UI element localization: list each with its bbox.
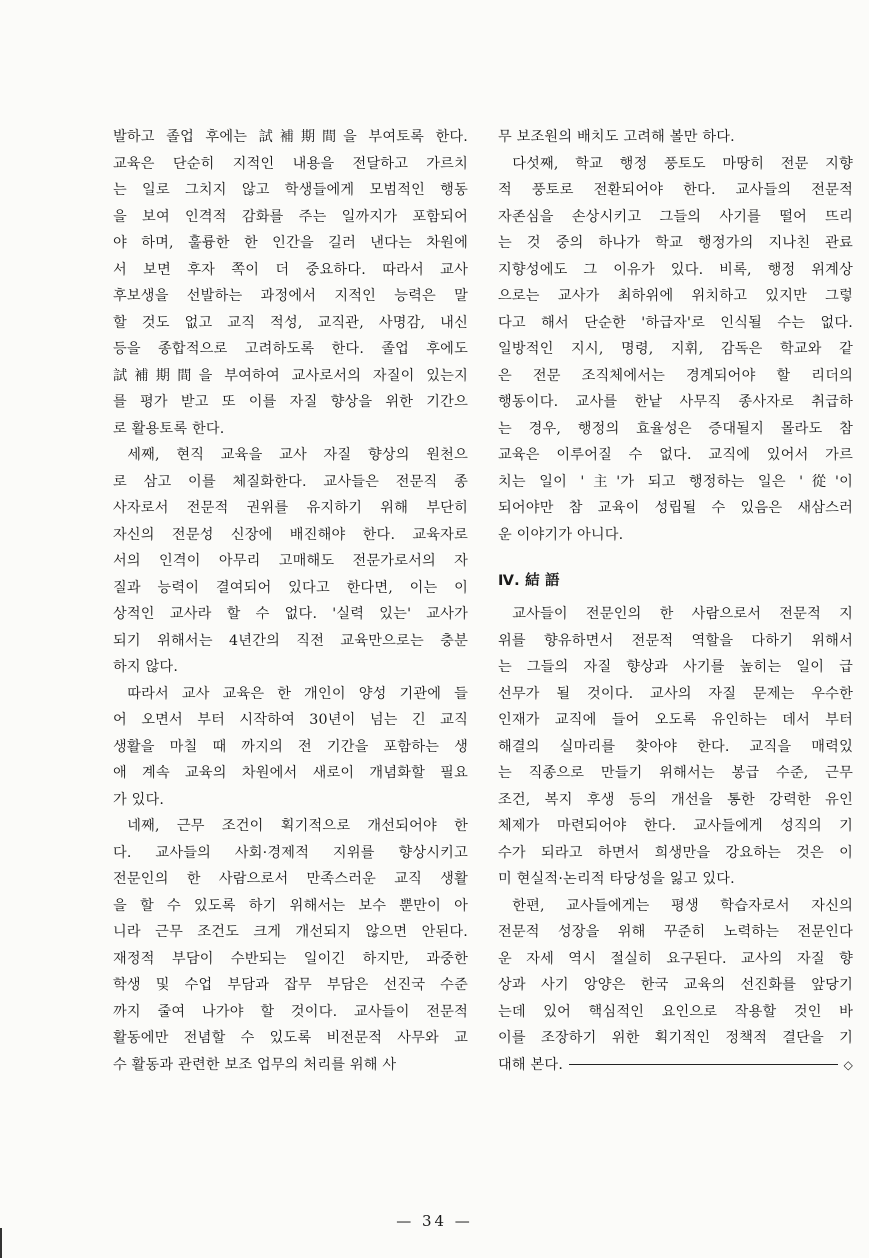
- text-line: 되어야만 참 교육이 성립될 수 있음은 새삼스러: [498, 500, 853, 516]
- text-line: 수가 되라고 하면서 희생만을 강요하는 것은 이: [498, 844, 853, 861]
- text-line: 따라서 교사 교육은 한 개인이 양성 기관에 들: [127, 685, 468, 702]
- right-column-bottom: [498, 601, 853, 1052]
- text-line: 재정적 부담이 수반되는 일이긴 하지만, 과중한: [113, 950, 468, 967]
- closing-line: [498, 1052, 853, 1079]
- text-line: 로 삼고 이를 체질화한다. 교사들은 전문직 종: [113, 473, 468, 490]
- text-line: 사자로서 전문적 권위를 유지하기 위해 부단히: [113, 500, 468, 516]
- text-line: 를 평가 받고 또 이를 자질 향상을 위한 기간으: [113, 394, 468, 410]
- text-line: 는데 있어 핵심적인 요인으로 작용할 것인 바: [498, 1003, 853, 1020]
- text-line: 운 자세 역시 절실히 요구된다. 교사의 자질 향: [498, 950, 853, 967]
- closing-rule: [569, 1064, 838, 1065]
- text-line: 로 활용토록 한다.: [113, 420, 225, 437]
- text-line: 위를 향유하면서 전문적 역할을 다하기 위해서: [498, 632, 853, 649]
- text-line: 는 것 중의 하나가 학교 행정가의 지나친 관료: [498, 235, 853, 251]
- right-column: [498, 124, 853, 1078]
- text-line: 미 현실적·논리적 타당성을 잃고 있다.: [498, 871, 735, 887]
- text-line: 서 보면 후자 쪽이 더 중요하다. 따라서 교사: [113, 261, 468, 278]
- text-line: 운 이야기가 아니다.: [498, 526, 624, 543]
- text-line: 교육은 이루어질 수 없다. 교직에 있어서 가르: [498, 447, 853, 463]
- text-line: 인재가 교직에 들어 오도록 유인하는 데서 부터: [498, 712, 853, 728]
- text-line: 어 오면서 부터 시작하여 30년이 넘는 긴 교직: [113, 712, 468, 728]
- text-line: 등을 종합적으로 고려하도록 한다. 졸업 후에도: [113, 341, 468, 357]
- text-line: 학생 및 수업 부담과 잡무 부담은 선진국 수준: [113, 977, 468, 993]
- text-line: 는 일로 그치지 않고 학생들에게 모범적인 행동: [113, 182, 468, 198]
- text-line: 수 활동과 관련한 보조 업무의 처리를 위해 사: [113, 1056, 397, 1073]
- text-line: 까지 줄여 나가야 할 것이다. 교사들이 전문적: [113, 1003, 468, 1020]
- text-line: 하지 않다.: [113, 659, 179, 675]
- text-line: 교사들이 전문인의 한 사람으로서 전문적 지: [512, 606, 853, 622]
- closing-text: 대해 본다.: [498, 1056, 564, 1073]
- text-line: 서의 인격이 아무리 고매해도 전문가로서의 자: [113, 553, 468, 569]
- text-line: 상과 사기 앙양은 한국 교육의 선진화를 앞당기: [498, 977, 853, 993]
- text-line: 을 할 수 있도록 하기 위해서는 보수 뿐만이 아: [113, 897, 468, 914]
- text-line: 는 경우, 행정의 효율성은 증대될지 몰라도 참: [498, 420, 853, 437]
- section-heading: Ⅳ. 結 語: [498, 573, 560, 589]
- left-column: [113, 124, 468, 1078]
- text-line: 상적인 교사라 할 수 없다. '실력 있는' 교사가: [113, 606, 468, 622]
- text-line: 애 계속 교육의 차원에서 새로이 개념화할 필요: [113, 765, 468, 781]
- right-column-top: [498, 124, 853, 548]
- text-line: 질과 능력이 결여되어 있다고 한다면, 이는 이: [113, 579, 468, 596]
- text-line: 다. 교사들의 사회·경제적 지위를 향상시키고: [113, 844, 468, 861]
- text-line: 이를 조장하기 위한 획기적인 정책적 결단을 기: [498, 1030, 853, 1046]
- text-line: 일방적인 지시, 명령, 지휘, 감독은 학교와 같: [498, 341, 853, 357]
- text-line: 발하고 졸업 후에는 試補期間을 부여토록 한다.: [113, 129, 468, 145]
- text-line: 試補期間을 부여하여 교사로서의 자질이 있는지: [113, 367, 468, 384]
- text-line: 되기 위해서는 4년간의 직전 교육만으로는 충분: [113, 632, 468, 649]
- text-line: 니라 근무 조건도 크게 개선되지 않으면 안된다.: [113, 924, 468, 940]
- text-line: 할 것도 없고 교직 적성, 교직관, 사명감, 내신: [113, 314, 468, 331]
- text-line: 무 보조원의 배치도 고려해 볼만 하다.: [498, 129, 735, 145]
- text-line: 조건, 복지 후생 등의 개선을 통한 강력한 유인: [498, 791, 853, 808]
- text-line: 전문적 성장을 위해 꾸준히 노력하는 전문인다: [498, 924, 853, 940]
- text-line: 적 풍토로 전환되어야 한다. 교사들의 전문적: [498, 182, 853, 198]
- text-line: 교육은 단순히 지적인 내용을 전달하고 가르치: [113, 155, 468, 172]
- text-line: 한편, 교사들에게는 평생 학습자로서 자신의: [512, 897, 853, 914]
- text-line: 다섯째, 학교 행정 풍토도 마땅히 전문 지향: [512, 155, 853, 172]
- text-line: 을 보여 인격적 감화를 주는 일까지가 포함되어: [113, 208, 468, 225]
- text-line: 자신의 전문성 신장에 배진해야 한다. 교육자로: [113, 526, 468, 543]
- text-line: 선무가 될 것이다. 교사의 자질 문제는 우수한: [498, 685, 853, 702]
- text-line: 는 직종으로 만들기 위해서는 봉급 수준, 근무: [498, 765, 853, 781]
- text-line: 생활을 마칠 때 까지의 전 기간을 포함하는 생: [113, 738, 468, 755]
- text-line: 치는 일이 '主'가 되고 행정하는 일은 '從'이: [498, 473, 853, 490]
- text-line: 체제가 마련되어야 한다. 교사들에게 성직의 기: [498, 818, 853, 834]
- text-line: 야 하며, 훌륭한 한 인간을 길러 낸다는 차원에: [113, 235, 468, 251]
- text-line: 해결의 실마리를 찾아야 한다. 교직을 매력있: [498, 738, 853, 755]
- text-line: 는 그들의 자질 향상과 사기를 높히는 일이 급: [498, 659, 853, 675]
- text-line: 지향성에도 그 이유가 있다. 비록, 행정 위계상: [498, 261, 853, 278]
- text-line: 활동에만 전념할 수 있도록 비전문적 사무와 교: [113, 1030, 468, 1046]
- text-line: 세째, 현직 교육을 교사 자질 향상의 원천으: [127, 447, 468, 463]
- text-line: 다고 해서 단순한 '하급자'로 인식될 수는 없다.: [498, 314, 853, 331]
- text-line: 후보생을 선발하는 과정에서 지적인 능력은 말: [113, 288, 468, 304]
- text-line: 네째, 근무 조건이 획기적으로 개선되어야 한: [127, 818, 468, 834]
- section-gap: [498, 548, 853, 561]
- end-mark-icon: ◇: [843, 1057, 853, 1072]
- text-line: 전문인의 한 사람으로서 만족스러운 교직 생활: [113, 871, 468, 887]
- text-line: 행동이다. 교사를 한낱 사무직 종사자로 취급하: [498, 394, 853, 410]
- text-line: 가 있다.: [113, 791, 165, 808]
- page-number: — 34 —: [396, 1212, 473, 1230]
- text-line: 으로는 교사가 최하위에 위치하고 있지만 그렇: [498, 288, 853, 304]
- text-line: 은 전문 조직체에서는 경계되어야 할 리더의: [498, 367, 853, 384]
- text-line: 자존심을 손상시키고 그들의 사기를 떨어 뜨리: [498, 208, 853, 225]
- scan-edge-mark: [0, 1228, 2, 1258]
